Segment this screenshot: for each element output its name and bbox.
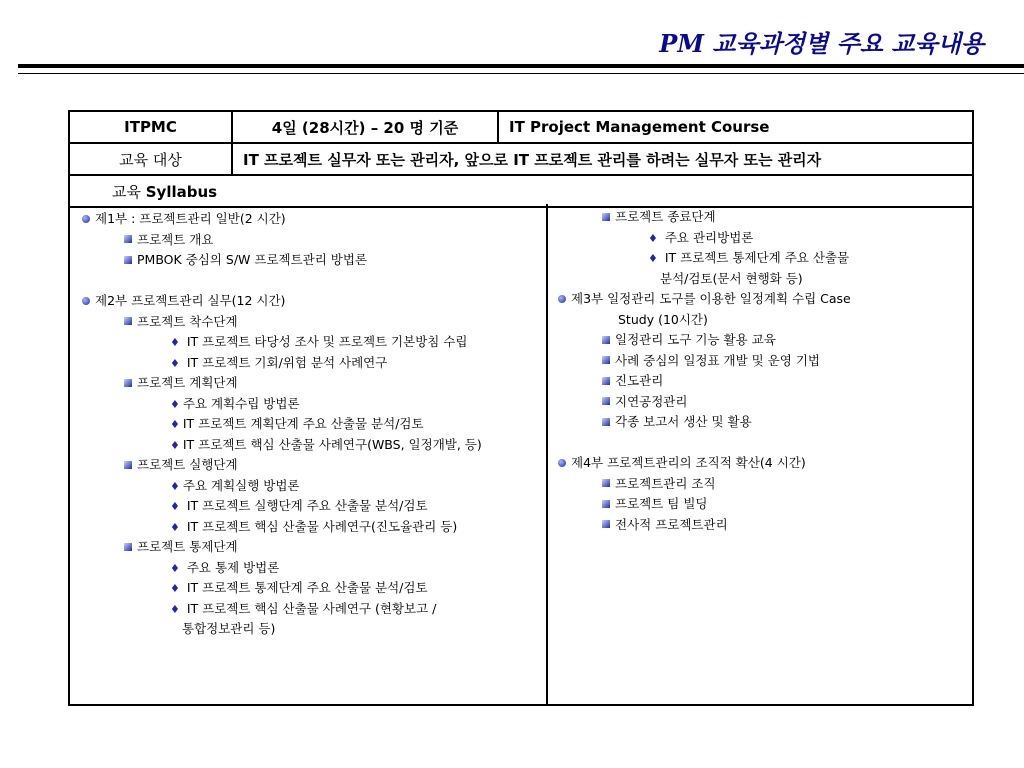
diamond-bullet-icon: ♦ (170, 561, 180, 575)
square-bullet-icon (124, 543, 132, 551)
header-row-syllabus (69, 175, 973, 207)
diamond-bullet-icon: ♦ (170, 418, 180, 431)
square-bullet-icon (124, 235, 132, 243)
course-duration-cell: 4일 (28시간) – 20 명 기준 (232, 111, 498, 143)
right-line-text: 각종 보고서 생산 및 활용 (615, 414, 752, 429)
left-line-text: 주요 계획수립 방법론 (182, 395, 300, 411)
target-value-cell: IT 프로젝트 실무자 또는 관리자, 앞으로 IT 프로젝트 관리를 하려는 실무자 또는 관리자 (232, 143, 973, 175)
column-divider (546, 204, 548, 704)
diamond-bullet-icon: ♦ (170, 336, 180, 349)
right-line-text: 진도관리 (615, 373, 664, 388)
diamond-bullet-icon: ♦ (170, 602, 180, 616)
left-line-text: IT 프로젝트 계획단계 주요 산출물 분석/검토 (182, 416, 424, 431)
left-line-text: IT 프로젝트 핵심 산출물 사례연구 (현황보고 / (182, 600, 437, 616)
left-line-0 (82, 210, 286, 228)
diamond-bullet-icon: ♦ (648, 231, 658, 245)
diamond-bullet-icon: ♦ (170, 520, 180, 534)
left-line-13 (170, 477, 300, 496)
right-line-1 (648, 229, 753, 248)
diamond-bullet-icon: ♦ (170, 397, 180, 411)
left-line-text: 통합정보관리 등) (182, 621, 276, 636)
left-line-17 (170, 559, 279, 578)
left-line-5 (124, 313, 238, 331)
course-name-cell: IT Project Management Course (498, 111, 973, 143)
right-line-10 (602, 413, 752, 431)
diamond-bullet-icon: ♦ (170, 356, 180, 370)
left-line-text: IT 프로젝트 기회/위험 분석 사례연구 (182, 354, 388, 370)
right-line-text: 지연공정관리 (615, 393, 688, 409)
left-line-text: IT 프로젝트 타당성 조사 및 프로젝트 기본방침 수립 (182, 334, 468, 349)
diamond-bullet-icon: ♦ (170, 582, 180, 595)
right-line-14 (602, 495, 707, 513)
square-bullet-icon (124, 461, 132, 469)
right-line-text: 주요 관리방법론 (660, 229, 754, 245)
course-code-cell: ITPMC (69, 111, 232, 143)
right-line-15 (602, 516, 728, 534)
right-line-text: 전사적 프로젝트관리 (615, 516, 728, 532)
left-line-text: 제1부 : 프로젝트관리 일반(2 시간) (95, 211, 286, 226)
right-line-8 (602, 372, 663, 390)
left-line-16 (124, 538, 238, 556)
left-line-text: 제2부 프로젝트관리 실무(12 시간) (95, 293, 286, 308)
title-rule-thick (18, 64, 1024, 68)
right-line-text: 프로젝트관리 조직 (615, 475, 716, 491)
left-line-text: IT 프로젝트 핵심 산출물 사례연구(진도율관리 등) (182, 518, 458, 534)
round-bullet-icon (558, 459, 566, 467)
right-line-12 (558, 454, 806, 472)
square-bullet-icon (602, 418, 610, 426)
left-line-1 (124, 231, 213, 249)
round-bullet-icon (558, 295, 566, 303)
page-title: PM 교육과정별 주요 교육내용 (659, 29, 984, 58)
right-line-3 (660, 270, 803, 288)
round-bullet-icon (82, 297, 90, 305)
right-line-text: Study (10시간) (618, 311, 708, 327)
square-bullet-icon (124, 379, 132, 387)
right-line-text: 프로젝트 종료단계 (615, 209, 716, 224)
right-line-7 (602, 352, 820, 370)
round-bullet-icon (82, 215, 90, 223)
left-line-9 (170, 395, 300, 414)
square-bullet-icon (602, 356, 610, 364)
syllabus-body (68, 204, 974, 706)
right-line-4 (558, 290, 851, 308)
right-line-2 (648, 249, 849, 268)
left-line-4 (82, 292, 285, 310)
syllabus-heading-cell (69, 175, 973, 207)
left-line-text: 프로젝트 계획단계 (137, 375, 238, 390)
right-line-text: 제3부 일정관리 도구를 이용한 일정계획 수립 Case (571, 291, 851, 306)
right-line-0 (602, 208, 716, 226)
right-line-text: 프로젝트 팀 빌딩 (615, 496, 708, 511)
right-line-6 (602, 331, 776, 349)
left-line-14 (170, 497, 428, 516)
square-bullet-icon (602, 377, 610, 385)
right-line-text: IT 프로젝트 통제단계 주요 산출물 (660, 250, 850, 265)
left-line-text: PMBOK 중심의 S/W 프로젝트관리 방법론 (137, 252, 368, 267)
header-row-course (69, 111, 973, 143)
left-line-text: 프로젝트 실행단계 (137, 457, 238, 472)
diamond-bullet-icon: ♦ (170, 438, 180, 452)
left-line-10 (170, 415, 424, 434)
diamond-bullet-icon: ♦ (170, 479, 180, 493)
right-line-text: 일정관리 도구 기능 활용 교육 (615, 332, 776, 347)
square-bullet-icon (602, 520, 610, 528)
diamond-bullet-icon: ♦ (170, 500, 180, 513)
left-line-20 (182, 620, 275, 638)
diamond-bullet-icon: ♦ (648, 252, 658, 265)
left-line-7 (170, 354, 387, 373)
left-line-text: 프로젝트 착수단계 (137, 313, 238, 329)
left-line-11 (170, 436, 482, 455)
left-line-text: 주요 계획실행 방법론 (182, 477, 300, 493)
square-bullet-icon (602, 397, 610, 405)
left-line-text: IT 프로젝트 통제단계 주요 산출물 분석/검토 (182, 580, 428, 595)
square-bullet-icon (602, 336, 610, 344)
right-line-5 (618, 311, 708, 329)
left-line-19 (170, 600, 436, 619)
left-line-text: 프로젝트 개요 (137, 231, 214, 247)
left-line-12 (124, 456, 238, 474)
syllabus-label: Syllabus (145, 182, 218, 201)
square-bullet-icon (124, 256, 132, 264)
left-line-text: 주요 통제 방법론 (182, 559, 280, 575)
right-line-text: 사례 중심의 일정표 개발 및 운영 기법 (615, 352, 820, 368)
left-line-2 (124, 251, 367, 269)
right-line-13 (602, 475, 716, 493)
left-line-text: IT 프로젝트 핵심 산출물 사례연구(WBS, 일정개발, 등) (182, 436, 482, 452)
left-line-8 (124, 374, 238, 392)
target-label-cell: 교육 대상 (69, 143, 232, 175)
syllabus-prefix: 교육 (112, 182, 146, 201)
title-rule-thin (18, 73, 1024, 74)
right-line-text: 제4부 프로젝트관리의 조직적 확산(4 시간) (571, 455, 806, 470)
left-line-text: IT 프로젝트 실행단계 주요 산출물 분석/검토 (182, 498, 428, 513)
left-line-15 (170, 518, 457, 537)
square-bullet-icon (124, 317, 132, 325)
left-line-18 (170, 579, 428, 598)
square-bullet-icon (602, 500, 610, 508)
square-bullet-icon (602, 213, 610, 221)
right-line-text: 분석/검토(문서 현행화 등) (660, 270, 803, 286)
left-line-text: 프로젝트 통제단계 (137, 539, 238, 554)
square-bullet-icon (602, 479, 610, 487)
right-line-9 (602, 393, 687, 411)
course-header-table (68, 110, 974, 208)
header-row-target (69, 143, 973, 175)
left-line-6 (170, 333, 468, 352)
